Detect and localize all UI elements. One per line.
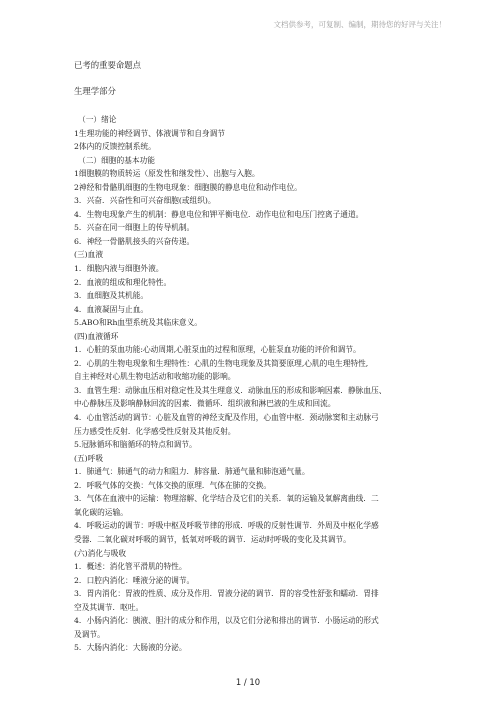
text-line: (五)呼吸: [74, 453, 104, 463]
text-line: 4．生物电现象产生的机制：静息电位和钾平衡电位．动作电位和电压门控离子通道。: [74, 209, 364, 219]
text-line: 空及其调节．呕吐。: [74, 602, 144, 612]
text-line: 4．心血管活动的调节：心脏及血管的神经支配及作用，心血管中枢．颈动脉窦和主动脉弓: [74, 413, 379, 423]
text-line: 3．兴奋．兴奋性和可兴奋细胞(或组织)。: [74, 196, 216, 206]
text-line: 5．兴奋在同一细胞上的传导机制。: [74, 223, 195, 233]
header-watermark: 文档供参考，可复制、编制，期待您的好评与关注！: [273, 20, 446, 29]
text-line: 1．概述：消化管平滑肌的特性。: [74, 562, 187, 572]
text-line: 3．气体在血液中的运输：物理溶解、化学结合及它们的关系．氧的运输及氧解离曲线．二: [74, 494, 379, 504]
text-line: 1．肺通气：肺通气的动力和阻力．肺容量．肺通气量和肺泡通气量。: [74, 467, 310, 477]
text-line: 1生理功能的神经调节、体液调节和自身调节: [74, 128, 225, 138]
text-line: 5.冠脉循环和脑循环的特点和调节。: [74, 440, 197, 450]
text-line: 压力感受性反射．化学感受性反射及其他反射。: [74, 426, 236, 436]
text-line: 2．呼吸气体的交换：气体交换的原理．气体在肺的交换。: [74, 480, 272, 490]
text-line: （一）绪论: [78, 115, 117, 124]
text-line: 4．血液凝固与止血。: [74, 304, 149, 314]
page-title: 已考的重要命题点: [74, 60, 141, 70]
text-line: 3．血管生理：动脉血压相对稳定性及其生理意义．动脉血压的形成和影响因素．静脉血压、: [74, 385, 387, 395]
text-line: (四)血液循环: [74, 331, 119, 341]
text-line: 及调节。: [74, 629, 105, 639]
page-number: 1 / 10: [235, 677, 261, 687]
text-line: 氧化碳的运输。: [74, 507, 128, 517]
text-line: 3．血细胞及其机能。: [74, 291, 149, 301]
text-line: 1细胞膜的物质转运（原发性和继发性）、出胞与入胞。: [74, 169, 260, 179]
text-line: 5．大肠内消化：大肠液的分泌。: [74, 643, 187, 653]
text-line: 4．呼吸运动的调节：呼吸中枢及呼吸节律的形成．呼吸的反射性调节．外周及中枢化学感: [74, 521, 379, 531]
text-line: 2．口腔内消化：唾液分泌的调节。: [74, 575, 195, 585]
text-line: 1．心脏的泵血功能:心动周期,心脏泵血的过程和原理，心脏泵血功能的评价和调节。: [74, 345, 361, 355]
text-line: (三)血液: [74, 250, 104, 260]
text-line: 2．心肌的生物电现象和生理特性：心肌的生物电现象及其简要原理,心肌的电生理特性,: [74, 358, 369, 368]
section-subtitle: 生理学部分: [74, 86, 116, 96]
text-line: 6．神经一骨骼肌接头的兴奋传递。: [74, 236, 195, 246]
text-line: 4．小肠内消化：胰液、胆汁的成分和作用，以及它们分泌和排出的调节．小肠运动的形式: [74, 616, 379, 626]
text-line: (六)消化与吸收: [74, 548, 127, 558]
text-line: 中心静脉压及影响静脉回流的因素．微循环．组织液和淋巴液的生成和回流。: [74, 399, 336, 409]
text-line: 2神经和骨骼肌细胞的生物电现象：细胞膜的静息电位和动作电位。: [74, 182, 302, 192]
body-text: [74, 113, 426, 655]
text-line: 自主神经对心肌生物电活动和收缩功能的影响。: [74, 372, 236, 382]
text-line: 1．细胞内液与细胞外液。: [74, 264, 164, 274]
text-line: 2．血液的组成和理化特性。: [74, 277, 172, 287]
text-line: 受器．二氧化碳对呼吸的调节，低氧对呼吸的调节．运动时呼吸的变化及其调节。: [74, 534, 351, 544]
text-line: 5.ABO和Rh血型系统及其临床意义。: [74, 318, 202, 328]
text-line: 3．胃内消化：胃液的性质、成分及作用．胃液分泌的调节．胃的容受性舒张和蠕动．胃排: [74, 589, 379, 599]
text-line: 2体内的反馈控制系统。: [74, 142, 156, 152]
text-line: （二）细胞的基本功能: [78, 155, 155, 165]
